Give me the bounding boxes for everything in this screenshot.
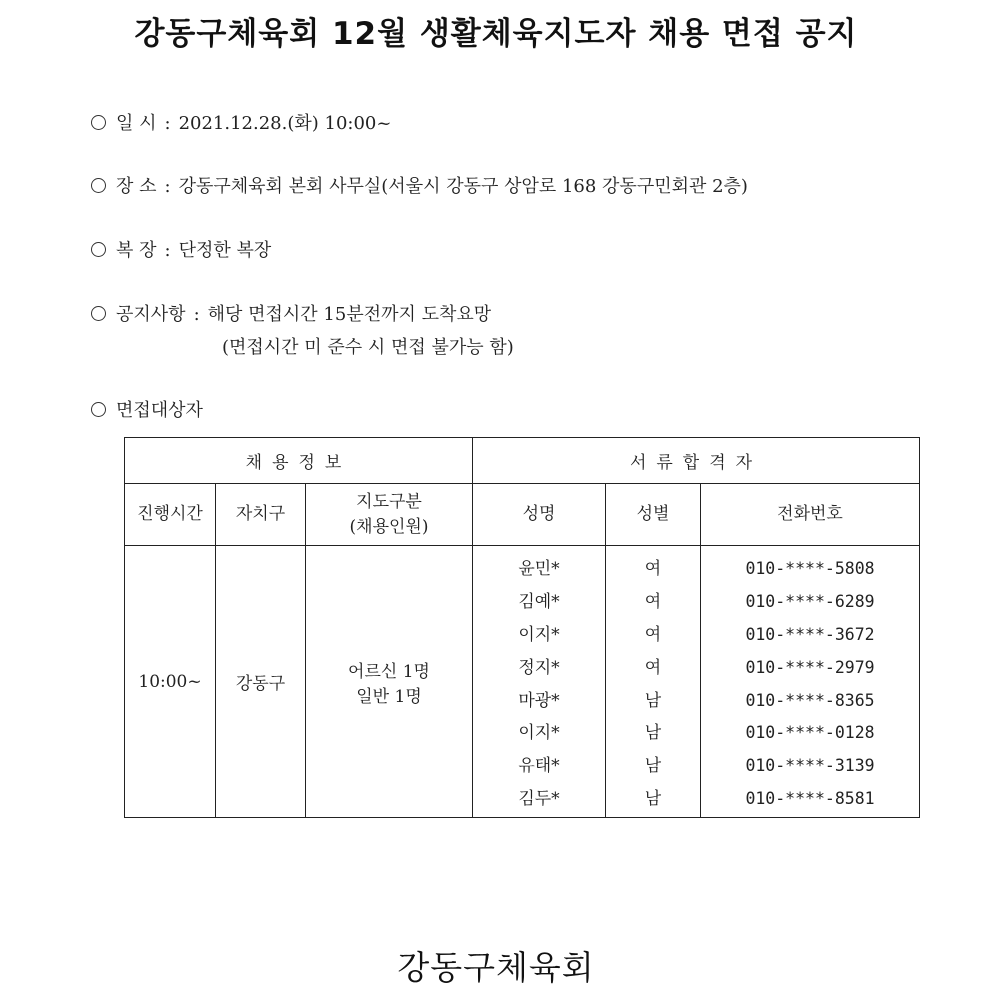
list-item-phone: 010-****-3672 [745,624,875,644]
cell-phones [701,546,920,818]
list-item-gender: 여 [644,592,662,613]
item-value: 2021.12.28.(화) 10:00~ [178,113,392,134]
list-item-phone: 010-****-0128 [745,723,875,743]
item-value: 해당 면접시간 15분전까지 도착요망 [207,304,492,325]
interview-table [124,437,920,818]
list-item-phone: 010-****-8365 [745,690,875,710]
list-item-gender: 여 [644,559,662,580]
col-header-category [306,484,473,546]
item-label: 공지사항 [116,304,186,325]
group-header-passers: 서류합격자 [473,438,920,484]
list-item-gender: 남 [644,756,662,777]
circle-bullet-icon [91,242,106,257]
col-header-phone: 전화번호 [701,484,920,546]
page-title: 강동구체육회 12월 생활체육지도자 채용 면접 공지 [134,16,858,52]
item-label: 일 시 [116,113,157,134]
list-item-gender: 남 [644,723,662,744]
item-colon: : [164,240,171,261]
table-group-header-row [125,438,920,484]
list-item-name: 이지* [518,723,560,744]
item-label: 복 장 [116,240,157,261]
circle-bullet-icon [91,306,106,321]
list-item-gender: 여 [644,624,662,645]
list-item-name: 마광* [518,690,560,711]
item-notice [91,301,491,329]
list-item-phone: 010-****-5808 [745,559,875,579]
table-column-header-row [125,484,920,546]
item-attire [91,237,271,265]
list-item-phone: 010-****-2979 [745,657,875,677]
item-value: 강동구체육회 본회 사무실(서울시 강동구 상암로 168 강동구민회관 2층) [178,176,748,197]
circle-bullet-icon [91,178,106,193]
item-targets [91,397,203,425]
item-colon: : [164,113,171,134]
list-item-name: 유태* [518,756,560,777]
list-item-gender: 여 [644,657,662,678]
list-item-phone: 010-****-6289 [745,592,875,612]
cell-category [306,546,473,818]
col-header-district: 자치구 [216,484,306,546]
cell-genders [606,546,701,818]
col-header-gender: 성별 [606,484,701,546]
item-place [91,173,748,201]
col-header-category-line1: 지도구분 [356,491,422,512]
item-label: 면접대상자 [116,400,203,421]
col-header-category-line2: (채용인원) [349,516,429,537]
cell-names [473,546,606,818]
table-row [125,546,920,818]
list-item-name: 김두* [518,788,560,809]
list-item-name: 김예* [518,592,560,613]
notice-subline: (면접시간 미 준수 시 면접 불가능 함) [222,337,514,358]
circle-bullet-icon [91,115,106,130]
cell-district: 강동구 [216,546,306,818]
circle-bullet-icon [91,402,106,417]
item-colon: : [193,304,200,325]
list-item-name: 이지* [518,624,560,645]
item-datetime [91,110,391,138]
list-item-phone: 010-****-8581 [745,788,875,808]
group-header-info: 채용정보 [125,438,473,484]
list-item-gender: 남 [644,690,662,711]
list-item-phone: 010-****-3139 [745,756,875,776]
item-colon: : [164,176,171,197]
cell-category-line1: 어르신 1명 [348,661,430,682]
list-item-name: 윤민* [518,559,560,580]
list-item-gender: 남 [644,788,662,809]
footer-organization: 강동구체육회 [397,948,595,987]
col-header-name: 성명 [473,484,606,546]
cell-time: 10:00~ [125,546,216,818]
cell-category-line2: 일반 1명 [356,686,422,707]
item-value: 단정한 복장 [178,240,272,261]
list-item-name: 정지* [518,657,560,678]
item-label: 장 소 [116,176,157,197]
col-header-time: 진행시간 [125,484,216,546]
